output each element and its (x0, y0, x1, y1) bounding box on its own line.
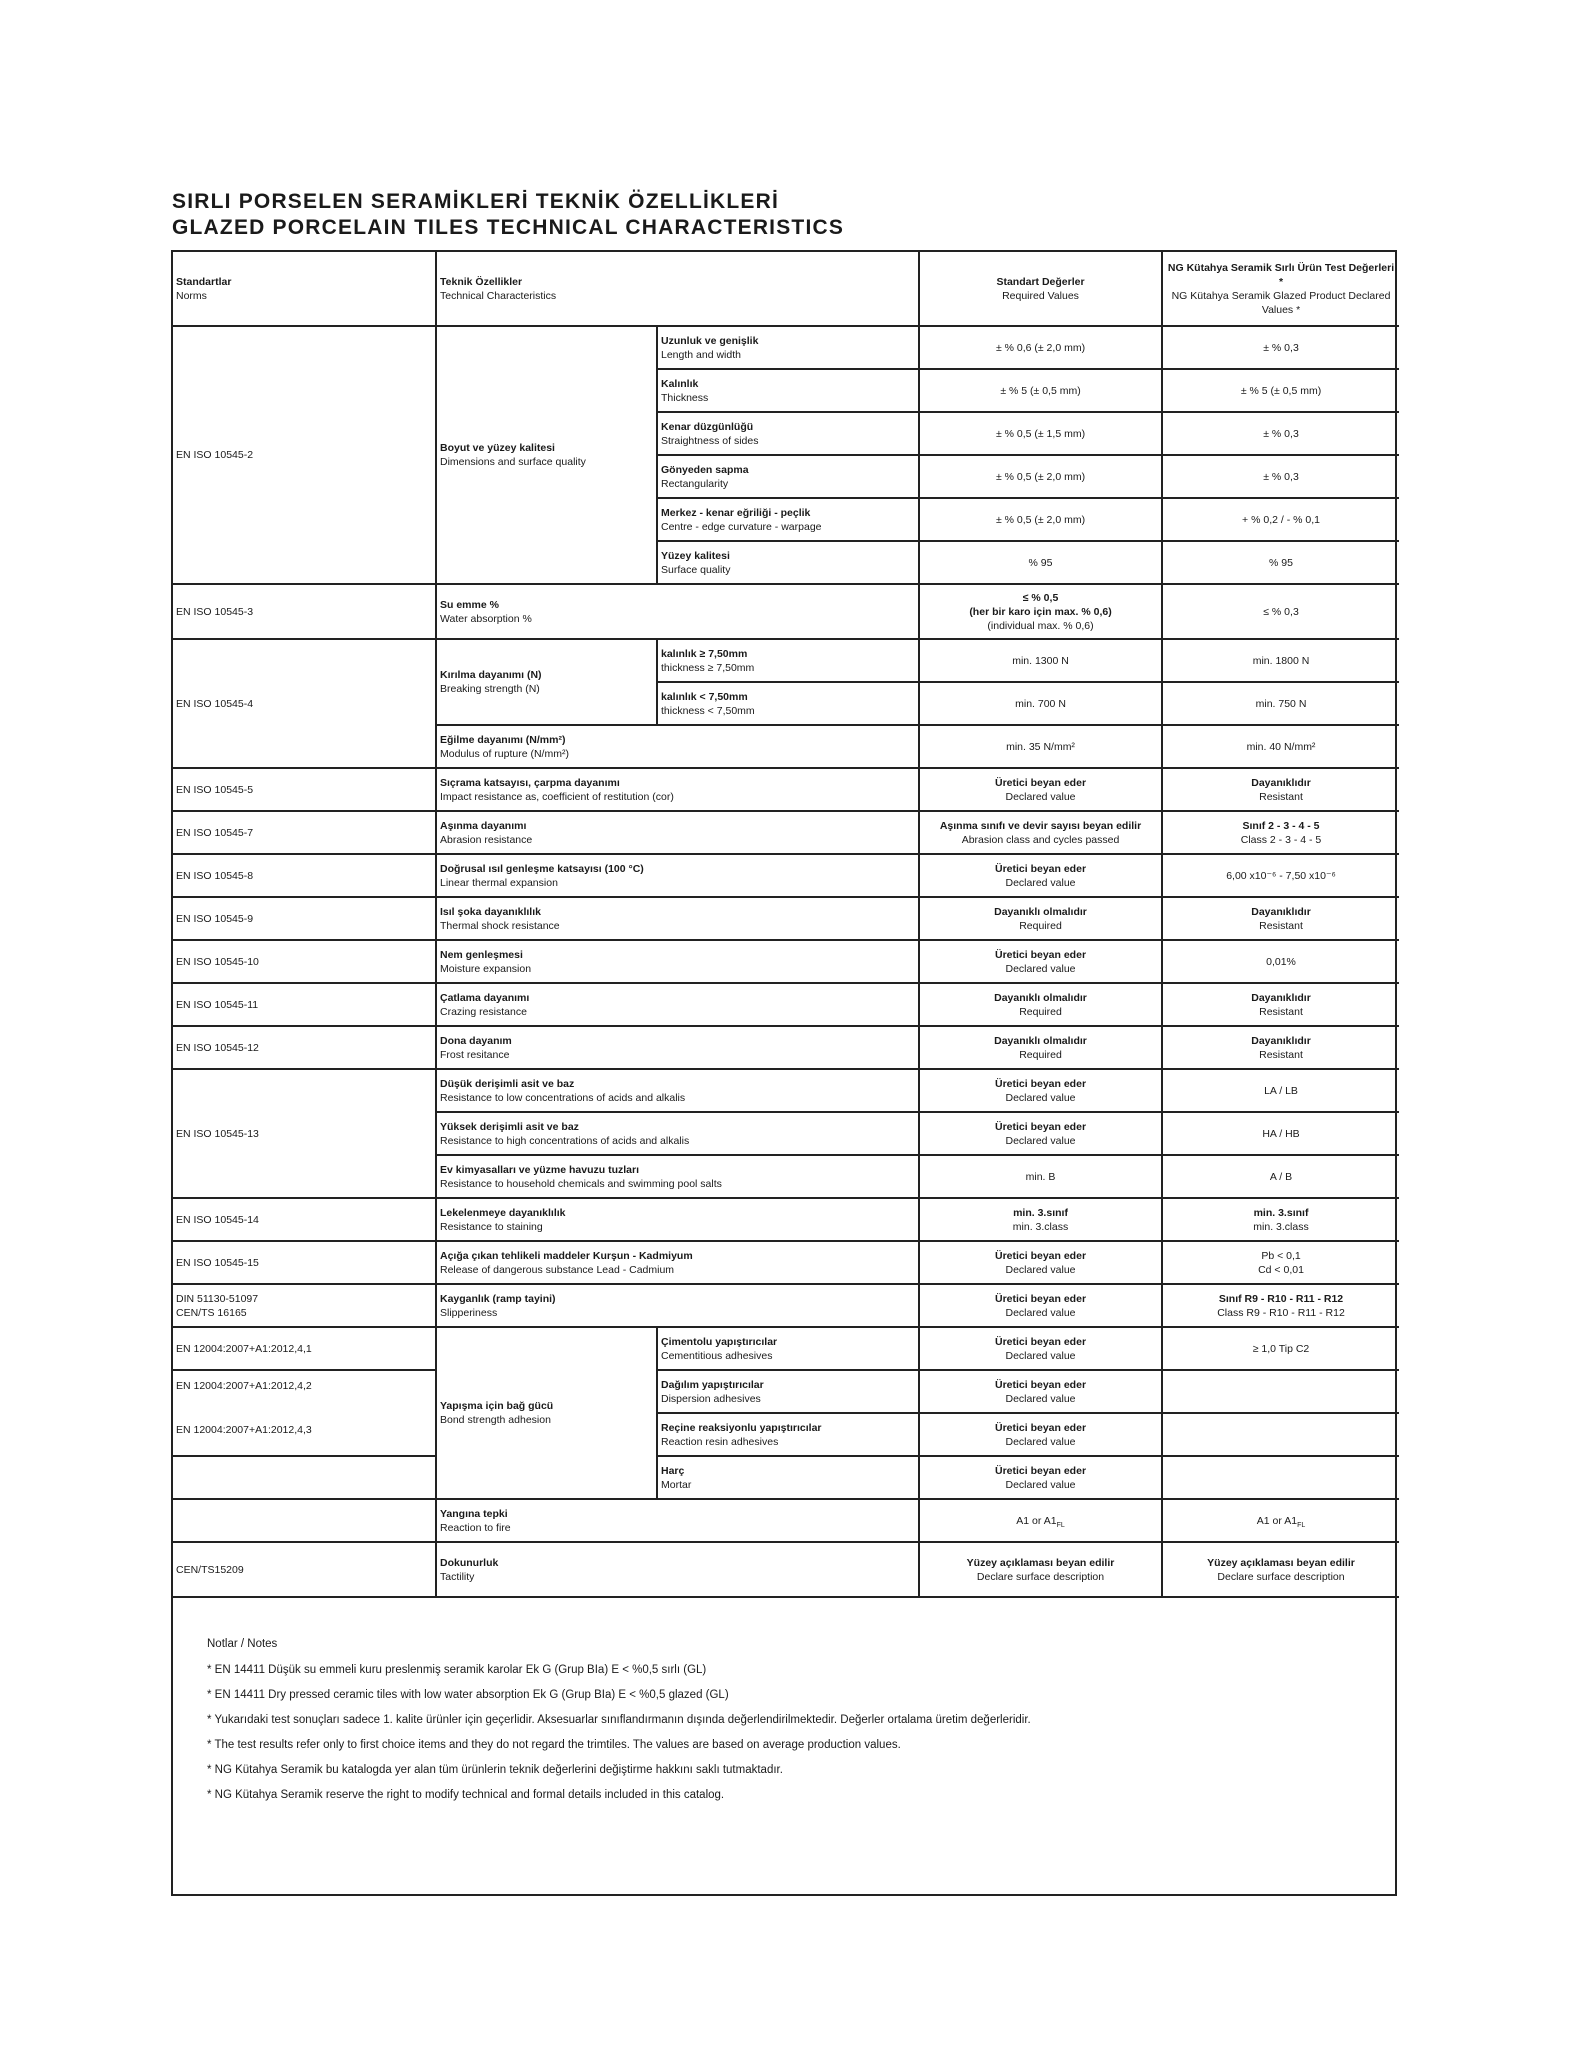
ng-value: Sınıf R9 - R10 - R11 - R12 Class R9 - R10 - R11 - R12 (1162, 1284, 1399, 1327)
norm-cell: EN ISO 10545-15 (173, 1241, 436, 1284)
sub-property-cell: Dağılım yapıştırıcılar Dispersion adhesives (657, 1370, 919, 1413)
property-cell: Sıçrama katsayısı, çarpma dayanımı Impact resistance as, coefficient of restitution (cor) (436, 768, 919, 811)
ng-value: ≥ 1,0 Tip C2 (1162, 1327, 1399, 1370)
property-cell: Yüksek derişimli asit ve baz Resistance to high concentrations of acids and alkalis (436, 1112, 919, 1155)
property-cell: Düşük derişimli asit ve baz Resistance to low concentrations of acids and alkalis (436, 1069, 919, 1112)
header-required-values: Standart Değerler Required Values (919, 252, 1162, 326)
sub-property-cell: kalınlık < 7,50mm thickness < 7,50mm (657, 682, 919, 725)
ng-value: % 95 (1162, 541, 1399, 584)
required-value: Aşınma sınıfı ve devir sayısı beyan edilir Abrasion class and cycles passed (919, 811, 1162, 854)
norm-cell: DIN 51130-51097 CEN/TS 16165 (173, 1284, 436, 1327)
ng-value: Dayanıklıdır Resistant (1162, 983, 1399, 1026)
ng-value: LA / LB (1162, 1069, 1399, 1112)
norm-cell: EN ISO 10545-4 (173, 639, 436, 768)
header-norms: Standartlar Norms (173, 252, 436, 326)
ng-value (1162, 1456, 1399, 1499)
ng-value: ± % 5 (± 0,5 mm) (1162, 369, 1399, 412)
sub-property-cell: Yüzey kalitesi Surface quality (657, 541, 919, 584)
norm-cell (173, 1456, 436, 1499)
header-row (173, 252, 1399, 326)
property-cell: Yapışma için bağ gücü Bond strength adhesion (436, 1327, 657, 1499)
required-value: % 95 (919, 541, 1162, 584)
required-value: min. 1300 N (919, 639, 1162, 682)
ng-value: A1 or $A1_{FL}$ (1162, 1499, 1399, 1542)
page-titles (172, 189, 844, 241)
required-value: Üretici beyan eder Declared value (919, 1112, 1162, 1155)
table-row (173, 639, 1399, 682)
norm-cell: EN ISO 10545-11 (173, 983, 436, 1026)
required-value: ± % 0,5 (± 1,5 mm) (919, 412, 1162, 455)
property-cell: Eğilme dayanımı (N/mm²) Modulus of rupture (N/mm²) (436, 725, 919, 768)
norm-cell: EN ISO 10545-12 (173, 1026, 436, 1069)
ng-value: min. 3.sınıf min. 3.class (1162, 1198, 1399, 1241)
property-cell: Açığa çıkan tehlikeli maddeler Kurşun - Kadmiyum Release of dangerous substance Lead - Cadmium (436, 1241, 919, 1284)
ng-value: Sınıf 2 - 3 - 4 - 5 Class 2 - 3 - 4 - 5 (1162, 811, 1399, 854)
required-value: Dayanıklı olmalıdır Required (919, 897, 1162, 940)
note-item: * EN 14411 Düşük su emmeli kuru preslenmiş seramik karolar Ek G (Grup BIa) E < %0,5 sırlı (GL) (207, 1664, 707, 1676)
note-item: * EN 14411 Dry pressed ceramic tiles with low water absorption Ek G (Grup BIa) E < %0,5 glazed (GL) (207, 1689, 729, 1701)
ng-value: ± % 0,3 (1162, 455, 1399, 498)
ng-value: 0,01% (1162, 940, 1399, 983)
norm-cell: EN ISO 10545-10 (173, 940, 436, 983)
table-row (173, 1026, 1399, 1069)
ng-value: + % 0,2 / - % 0,1 (1162, 498, 1399, 541)
required-value: Üretici beyan eder Declared value (919, 1413, 1162, 1456)
table-row (173, 1241, 1399, 1284)
ng-value: ± % 0,3 (1162, 326, 1399, 369)
ng-value: ± % 0,3 (1162, 412, 1399, 455)
sub-property-cell: Harç Mortar (657, 1456, 919, 1499)
table-row (173, 897, 1399, 940)
required-value: Üretici beyan eder Declared value (919, 940, 1162, 983)
table-row (173, 1456, 1399, 1499)
ng-value: Yüzey açıklaması beyan edilir Declare surface description (1162, 1542, 1399, 1597)
required-value: Üretici beyan eder Declared value (919, 1069, 1162, 1112)
norm-cell: EN 12004:2007+A1:2012,4,2 EN 12004:2007+A1:2012,4,3 (173, 1370, 436, 1456)
required-value: ± % 5 (± 0,5 mm) (919, 369, 1162, 412)
required-value: min. 700 N (919, 682, 1162, 725)
property-cell: Doğrusal ısıl genleşme katsayısı (100 °C) Linear thermal expansion (436, 854, 919, 897)
required-value: ± % 0,5 (± 2,0 mm) (919, 498, 1162, 541)
property-cell: Isıl şoka dayanıklılık Thermal shock resistance (436, 897, 919, 940)
ng-value: min. 750 N (1162, 682, 1399, 725)
norm-cell: EN ISO 10545-3 (173, 584, 436, 639)
required-value: Üretici beyan eder Declared value (919, 768, 1162, 811)
spec-sheet (171, 250, 1397, 1896)
table-row (173, 1198, 1399, 1241)
note-item: * The test results refer only to first choice items and they do not regard the trimtiles. The values are based on average production values. (207, 1739, 901, 1751)
sub-property-cell: Kenar düzgünlüğü Straightness of sides (657, 412, 919, 455)
required-value: Üretici beyan eder Declared value (919, 1456, 1162, 1499)
ng-value: A / B (1162, 1155, 1399, 1198)
sub-property-cell: Uzunluk ve genişlik Length and width (657, 326, 919, 369)
required-value: Üretici beyan eder Declared value (919, 854, 1162, 897)
header-technical: Teknik Özellikler Technical Characteristics (436, 252, 919, 326)
property-cell: Aşınma dayanımı Abrasion resistance (436, 811, 919, 854)
norm-cell: EN ISO 10545-8 (173, 854, 436, 897)
required-value: Dayanıklı olmalıdır Required (919, 983, 1162, 1026)
property-cell: Dokunurluk Tactility (436, 1542, 919, 1597)
sub-property-cell: kalınlık ≥ 7,50mm thickness ≥ 7,50mm (657, 639, 919, 682)
note-item: * NG Kütahya Seramik reserve the right to modify technical and formal details included in this catalog. (207, 1789, 725, 1801)
ng-value: Dayanıklıdır Resistant (1162, 768, 1399, 811)
ng-value: min. 40 N/mm² (1162, 725, 1399, 768)
required-value: min. 3.sınıf min. 3.class (919, 1198, 1162, 1241)
notes-section (207, 1632, 1357, 1808)
property-cell: Ev kimyasalları ve yüzme havuzu tuzları Resistance to household chemicals and swimming pool salts (436, 1155, 919, 1198)
property-cell: Nem genleşmesi Moisture expansion (436, 940, 919, 983)
norm-cell: EN ISO 10545-7 (173, 811, 436, 854)
property-cell: Yangına tepki Reaction to fire (436, 1499, 919, 1542)
required-value: Yüzey açıklaması beyan edilir Declare surface description (919, 1542, 1162, 1597)
table-row (173, 1069, 1399, 1112)
required-value: Üretici beyan eder Declared value (919, 1241, 1162, 1284)
title-english: GLAZED PORCELAIN TILES TECHNICAL CHARACTERISTICS (172, 216, 845, 239)
norm-cell: EN ISO 10545-5 (173, 768, 436, 811)
required-value: ≤ % 0,5 (her bir karo için max. % 0,6) (individual max. % 0,6) (919, 584, 1162, 639)
ng-value: min. 1800 N (1162, 639, 1399, 682)
table-row (173, 1370, 1399, 1413)
required-value: Üretici beyan eder Declared value (919, 1370, 1162, 1413)
property-cell: Dona dayanım Frost resitance (436, 1026, 919, 1069)
ng-value (1162, 1370, 1399, 1413)
sub-property-cell: Çimentolu yapıştırıcılar Cementitious adhesives (657, 1327, 919, 1370)
table-row (173, 1542, 1399, 1597)
table-row (173, 326, 1399, 369)
ng-value: Dayanıklıdır Resistant (1162, 897, 1399, 940)
property-cell: Lekelenmeye dayanıklılık Resistance to staining (436, 1198, 919, 1241)
required-value: A1 or $A1_{FL}$ (919, 1499, 1162, 1542)
required-value: ± % 0,6 (± 2,0 mm) (919, 326, 1162, 369)
required-value: Üretici beyan eder Declared value (919, 1284, 1162, 1327)
table-row (173, 584, 1399, 639)
norm-cell (173, 1499, 436, 1542)
required-value: Dayanıklı olmalıdır Required (919, 1026, 1162, 1069)
table-row (173, 1499, 1399, 1542)
table-row (173, 1284, 1399, 1327)
sub-property-cell: Merkez - kenar eğriliği - peçlik Centre - edge curvature - warpage (657, 498, 919, 541)
property-cell: Su emme % Water absorption % (436, 584, 919, 639)
required-value: min. B (919, 1155, 1162, 1198)
header-ng-values: NG Kütahya Seramik Sırlı Ürün Test Değerleri * NG Kütahya Seramik Glazed Product Declared Values * (1162, 252, 1399, 326)
table-row (173, 768, 1399, 811)
sub-property-cell: Gönyeden sapma Rectangularity (657, 455, 919, 498)
ng-value: HA / HB (1162, 1112, 1399, 1155)
ng-value: ≤ % 0,3 (1162, 584, 1399, 639)
notes-title: Notlar / Notes (207, 1638, 278, 1650)
table-row (173, 854, 1399, 897)
norm-cell: CEN/TS15209 (173, 1542, 436, 1597)
property-cell: Boyut ve yüzey kalitesi Dimensions and surface quality (436, 326, 657, 584)
norm-cell: EN ISO 10545-9 (173, 897, 436, 940)
property-cell: Kayganlık (ramp tayini) Slipperiness (436, 1284, 919, 1327)
sub-property-cell: Kalınlık Thickness (657, 369, 919, 412)
table-row (173, 940, 1399, 983)
norm-cell: EN 12004:2007+A1:2012,4,1 (173, 1327, 436, 1370)
norm-cell: EN ISO 10545-14 (173, 1198, 436, 1241)
table-row (173, 1327, 1399, 1370)
required-value: ± % 0,5 (± 2,0 mm) (919, 455, 1162, 498)
table-row (173, 983, 1399, 1026)
spec-table (173, 252, 1399, 1598)
ng-value (1162, 1413, 1399, 1456)
table-row (173, 811, 1399, 854)
ng-value: 6,00 x10⁻⁶ - 7,50 x10⁻⁶ (1162, 854, 1399, 897)
ng-value: Dayanıklıdır Resistant (1162, 1026, 1399, 1069)
note-item: * NG Kütahya Seramik bu katalogda yer alan tüm ürünlerin teknik değerlerini değiştirme hakkını saklı tutmaktadır. (207, 1764, 783, 1776)
property-cell: Kırılma dayanımı (N) Breaking strength (N) (436, 639, 657, 725)
note-item: * Yukarıdaki test sonuçları sadece 1. kalite ürünler için geçerlidir. Aksesuarlar sınıflandırmanın dışında değerlendirilmektedir. Değerler ortalama üretim değerleridir. (207, 1714, 1031, 1726)
norm-cell: EN ISO 10545-13 (173, 1069, 436, 1198)
required-value: Üretici beyan eder Declared value (919, 1327, 1162, 1370)
title-turkish: SIRLI PORSELEN SERAMİKLERİ TEKNİK ÖZELLİKLERİ (172, 190, 780, 213)
ng-value: Pb < 0,1 Cd < 0,01 (1162, 1241, 1399, 1284)
property-cell: Çatlama dayanımı Crazing resistance (436, 983, 919, 1026)
norm-cell: EN ISO 10545-2 (173, 326, 436, 584)
sub-property-cell: Reçine reaksiyonlu yapıştırıcılar Reaction resin adhesives (657, 1413, 919, 1456)
required-value: min. 35 N/mm² (919, 725, 1162, 768)
